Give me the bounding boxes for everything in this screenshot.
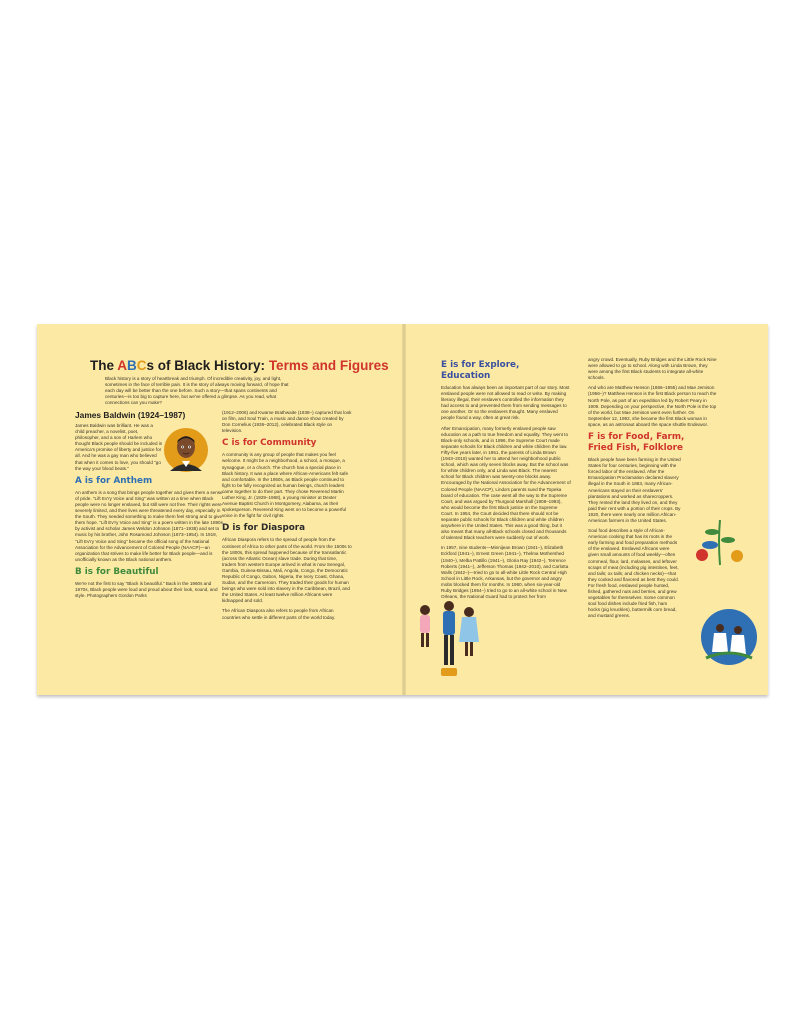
title-letter-b: B bbox=[127, 358, 137, 373]
col2-top-text: (1912–2006) and Kwame Brathwaite (1938–) captured that look on film, and Soul Train, a music and dance show created by Don Cornelius (1936–2012), celebrated Black style on television. bbox=[222, 410, 352, 434]
title-pre: The bbox=[90, 358, 118, 373]
baldwin-text: James Baldwin was brilliant. He was a child preacher, a novelist, poet, philosopher, and a son of Harlem who thought Black people should be included in America's promise of liberty and justice for all. And he was a gay man who believed that when it comes to love, you should "go the way your blood beats." bbox=[75, 423, 163, 471]
community-heading: C is for Community bbox=[222, 438, 317, 449]
column-2 bbox=[222, 410, 352, 625]
intro-paragraph bbox=[105, 376, 295, 410]
food-heading-line-2: Fried Fish, Folklore bbox=[588, 443, 683, 454]
students-illustration-icon bbox=[413, 598, 485, 678]
baldwin-heading: James Baldwin (1924–1987) bbox=[75, 410, 186, 420]
food-text-2: Soul food describes a style of African-American cooking that has its roots in the early farming and food preparation methods of the enslaved. Enslaved Africans were given small amounts of food weekly—often cornmeal, flour, lard, molasses, and leftover scraps of meat (including pig intestines, feet, and tails; ox tails; and chicken necks)—that they cooked and flavored as best they could. For fresh food, enslaved people hunted, fished, gathered nuts and berries, and grew vegetables for themselves. Some common soul food dishes include fried fish, ham hocks (pig knuckles), buttermilk corn bread, and mustard greens. bbox=[588, 528, 679, 619]
diaspora-text: African Diaspora refers to the spread of people from the continent of Africa to other parts of the world. From the 1500s to the 1800s, this spread happened because of the transatlantic (across the Atlantic Ocean) slave trade. During that time, traders from western Europe arrived in what is now Senegal, Gambia, Guinea-Bissau, Mali, Angola, Congo, the Democratic Republic of Congo, Gabon, Nigeria, the Ivory Coast, Ghana, Sudan, and the Cameroon. They traded their goods for human beings who were sold into slavery in the Caribbean, Brazil, and the United States. At least twelve million Africans were kidnapped and sold. bbox=[222, 537, 352, 604]
intro-text: Black history is a story of heartbreak and triumph. Of incredible creativity, joy, and light, sometimes in the face of terrible pain. It is the story of always moving forward, of hope that each day will be better than the one before. Such a story—that spans continents and centuries—is too big to capture here, but we've offered a glimpse. As you read, what connections can you make? bbox=[105, 376, 289, 406]
henson-jemison-text: And who are Matthew Henson (1866–1955) and Mae Jemison (1956–)? Matthew Henson is the first Black person to reach the North Pole, as part of an expedition led by Robert Peary in 1909. Depending on your perspective, the North Pole is the top of the world, but Mae Jemison went even further. On September 12, 1992, she became the first Black woman in space, as an astronaut aboard the space shuttle Endeavor. bbox=[588, 385, 717, 427]
explore-heading: E is for Explore, Education bbox=[441, 360, 520, 381]
food-heading-line-1: F is for Food, Farm, bbox=[588, 432, 685, 443]
diaspora-text-2: The African Diaspora also refers to people from African countries who settle in different parts of the world today. bbox=[222, 608, 336, 620]
james-baldwin-portrait-icon bbox=[163, 427, 209, 473]
diaspora-heading: D is for Diaspora bbox=[222, 523, 306, 534]
col4-top-text: angry crowd. Eventually, Ruby Bridges and the Little Rock Nine were allowed to go to school. Along with Linda Brown, they were among the first Black students to integrate all-white schools. bbox=[588, 357, 717, 381]
title-rest: s of Black History: bbox=[146, 358, 269, 373]
column-3 bbox=[441, 357, 571, 604]
food-text-1: Black people have been farming in the United States for four centuries, beginning with the forced labor of the enslaved. After the Emancipation Proclamation declared slavery illegal in the South in 1863, many African-Americans stayed on their enslavers' plantations and worked as sharecroppers. They rented the land they lived on, and they paid their rent with a portion of their crops. By 1920, there were nearly one million African-American farmers in the United States. bbox=[588, 457, 681, 523]
column-4 bbox=[588, 357, 718, 623]
title-letter-a: A bbox=[117, 358, 128, 373]
beautiful-heading: B is for Beautiful bbox=[75, 566, 159, 577]
explore-text-1: Education has always been an important part of our story. Most enslaved people were not allowed to read or write. By making literacy illegal, their enslavers controlled the information they had access to and prevented them from sending messages to one another. Or so the enslavers thought. Many enslaved people found a way, often at great risk. bbox=[441, 385, 570, 421]
anthem-text: An anthem is a song that brings people together and gives them a sense of pride. "Lift Ev'ry Voice and Sing" was written at a time when Black people were no longer enslaved, but still were not free. Their rights were severely limited, and their lives were threatened every day, especially in the South. They needed something to make them feel strong and to give them hope. "Lift Ev'ry Voice and Sing" is a poem written in the late 1890s by activist and scholar James Weldon Johnson (1871–1938) and set to music by his brother, John Rosamond Johnson (1873–1954). In 1919, "Lift Ev'ry Voice and Sing" became the official song of the National Association for the Advancement of Colored People (NAACP)—an organization that strives to make life better for Black people—and is unofficially known as the Black national anthem. bbox=[75, 489, 223, 562]
title-letter-c: C bbox=[136, 358, 147, 373]
anthem-heading: A is for Anthem bbox=[75, 475, 153, 486]
beautiful-text: We're not the first to say "Black is beautiful." Back in the 1960s and 1970s, Black people were loud and proud about their look, sound, and style. Photographers Gordon Parks bbox=[75, 580, 218, 599]
community-text: A community is any group of people that makes you feel welcome. It might be a neighborhood, a school, a mosque, a synagogue, or a church. The church has a special place in Black history. It was a place where African-Americans felt safe and comfortable. In the 1950s, as Black people continued to fight to be fully recognized as human beings, church leaders came together to do their part. They chose Reverend Martin Luther King, Jr. (1929–1968), a young minister at Dexter Avenue Baptist Church in Montgomery, Alabama, as their spokesperson. Reverend King went on to become a powerful voice in the fight for civil rights. bbox=[222, 452, 349, 519]
title-terms-figures: Terms and Figures bbox=[268, 358, 389, 373]
page-title bbox=[90, 358, 389, 373]
food-plants-illustration-icon bbox=[690, 510, 750, 570]
book-gutter bbox=[402, 324, 406, 695]
explore-text-2: After Emancipation, many formerly enslaved people saw education as a path to true freedom and equality. They went to Black-only schools, and in 1896, the Supreme Court made separate schools for Black children and white children the law. Fifty-five years later, in 1951, the parents of Linda Brown (1943–2018) wanted her to attend her neighborhood public school, which was only seven blocks away. But the school was for white children only, and Linda was Black. The nearest school for Black children was twenty-one blocks away. Encouraged by the National Association for the Advancement of Colored People (NAACP), Linda's parents sued the Topeka board of education. The case went all the way to the Supreme Court, and was argued by Thurgood Marshall (1908–1993), who would become the first Black justice on the Supreme Court. In 1954, the Court decided that there should not be separate public schools for Black children and white children anywhere in the United States. This was a good thing, but it also meant that many all-Black schools closed and thousands of talented Black teachers were suddenly out of work. bbox=[441, 425, 571, 541]
farmers-illustration-icon bbox=[700, 608, 758, 666]
explore-text-3: In 1957, nine students—Minnijean Brown (1941–), Elizabeth Eckford (1941–), Ernest Green (1941–), Thelma Mothershed (1940–), Melba Pattillo (1941–), Gloria Ray (1942–), Terrence Roberts (1941–), Jefferson Thomas (1942–2010), and Carlotta Walls (1942–)—tried to go to all-white Little Rock Central High School in Little Rock, Arkansas, but the governor and angry mobs blocked them for months. In 1960, when six-year-old Ruby Bridges (1954–) tried to go to an all-white school in New Orleans, the National Guard had to protect her from bbox=[441, 545, 569, 600]
